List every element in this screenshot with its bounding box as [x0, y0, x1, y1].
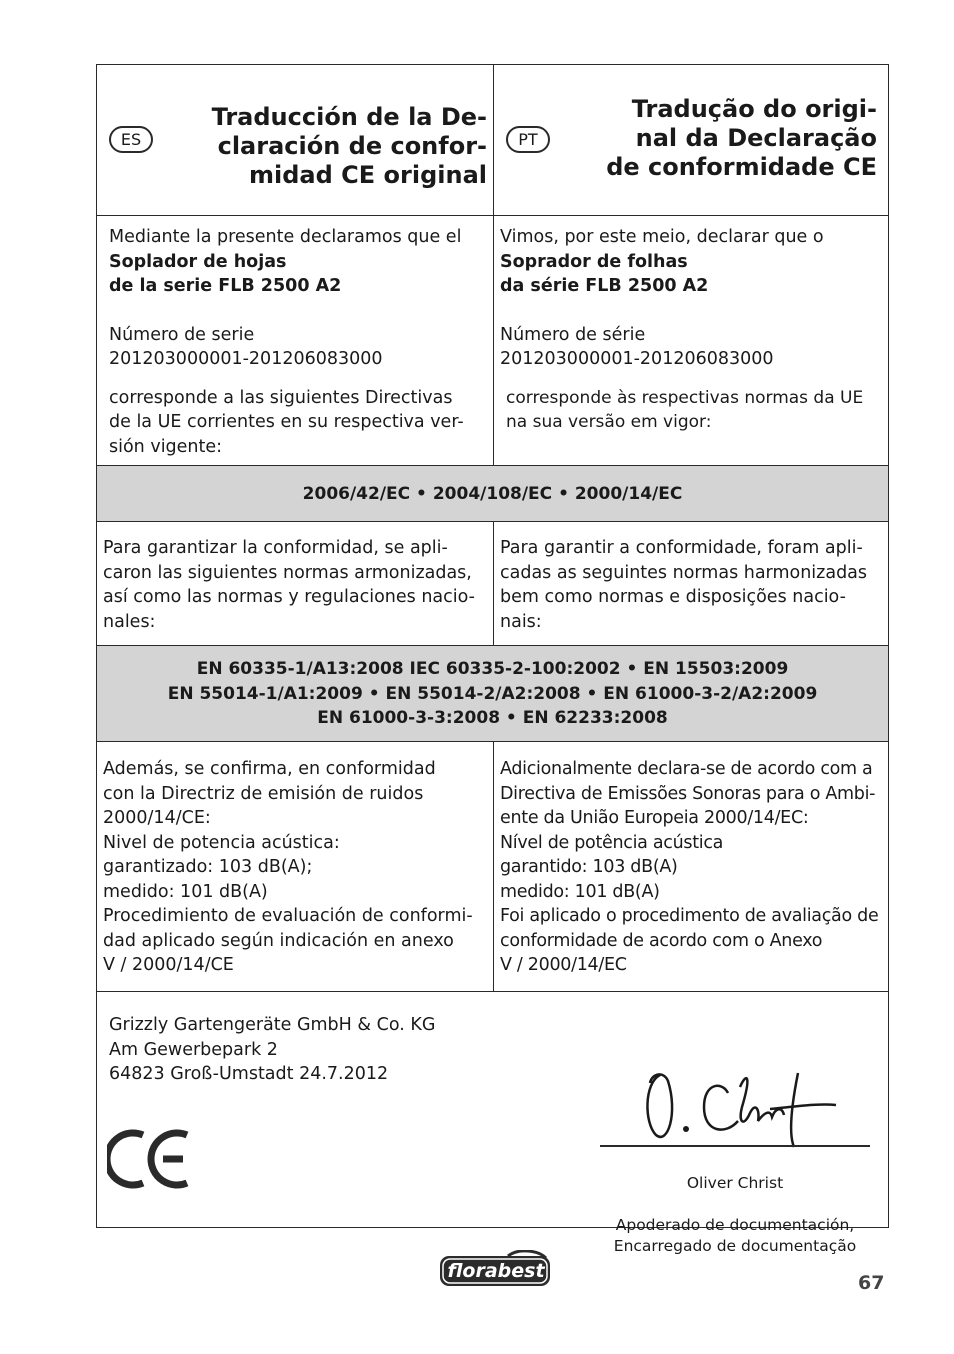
language-badge-es: ES: [109, 126, 153, 153]
product-series-pt: da série FLB 2500 A2: [500, 276, 709, 296]
page-number: 67: [858, 1272, 885, 1294]
intro-line-pt: Vimos, por este meio, declarar que o: [500, 227, 824, 247]
directives-intro-es: corresponde a las siguientes Directivas de la UE corrientes en su respectiva ver- sión vigente:: [109, 387, 464, 457]
product-block-es: [109, 225, 487, 459]
signatory-name: Oliver Christ: [686, 1174, 784, 1192]
signatory-caption: [585, 1152, 885, 1257]
ce-mark-icon: [107, 1125, 193, 1193]
noise-text-pt: Adicionalmente declara-se de acordo com a Directiva de Emissões Sonoras para o Ambi- ente da União Europeia 2000/14/EC: Nível de potência acústica garantido: 103 dB(A) medido: 101 dB(A) Foi aplicado o procedimento de avaliação de conformidade de acordo com o Anexo V / 2000/14/EC: [500, 759, 879, 975]
row-rule: [97, 521, 888, 522]
title-es: Traducción de la De- claración de confor- midad CE original: [211, 103, 487, 189]
noise-section-es: [103, 757, 489, 978]
norms-intro-es: [103, 536, 489, 634]
row-rule: [97, 741, 888, 742]
column-divider: [493, 65, 494, 465]
product-name-pt: Soprador de folhas: [500, 251, 688, 272]
signature-line: [600, 1145, 870, 1147]
product-series-es: de la serie FLB 2500 A2: [109, 276, 342, 296]
signatory-role: Apoderado de documentación, Encarregado de documentação: [613, 1216, 857, 1255]
manufacturer-street: Am Gewerbepark 2: [109, 1039, 278, 1060]
row-rule: [97, 991, 888, 992]
column-divider: [493, 521, 494, 645]
directives-intro-pt: corresponde às respectivas normas da UE na sua versão em vigor:: [506, 387, 864, 432]
column-divider: [493, 742, 494, 991]
brand-name: florabest: [447, 1260, 545, 1282]
directives-list: 2006/42/EC • 2004/108/EC • 2000/14/EC: [302, 484, 683, 504]
row-rule: [97, 215, 888, 216]
intro-line-es: Mediante la presente declaramos que el: [109, 227, 462, 247]
manufacturer-block: [109, 1013, 529, 1087]
product-block-pt: [500, 225, 880, 435]
manufacturer-city-date: 64823 Groß-Umstadt 24.7.2012: [109, 1064, 389, 1084]
noise-section-pt: [500, 757, 886, 978]
declaration-frame: [96, 64, 889, 1255]
standards-list: EN 60335-1/A13:2008 IEC 60335-2-100:2002 • EN 15503:2009 EN 55014-1/A1:2009 • EN 55014-2/A2:2008 • EN 61000-3-2/A2:2009 EN 61000-3-3:2008 • EN 62233:2008: [167, 659, 818, 728]
norms-intro-pt-text: Para garantir a conformidade, foram apli- cadas as seguintes normas harmonizadas bem como normas e disposições nacio- nais:: [500, 538, 868, 632]
language-badge-pt: PT: [506, 126, 550, 153]
serial-label-es: Número de serie: [109, 324, 255, 345]
noise-text-es: Además, se confirma, en conformidad con la Directriz de emisión de ruidos 2000/14/CE: Nivel de potencia acústica: garantizado: 103 dB(A); medido: 101 dB(A) Procedimiento de evaluación de conformi- dad aplicado según indicación en anexo V / 2000/14/CE: [103, 759, 473, 975]
title-pt: Tradução do origi- nal da Declaração de conformidade CE: [606, 95, 877, 181]
manufacturer-name: Grizzly Gartengeräte GmbH & Co. KG: [109, 1015, 436, 1035]
signature-icon: [642, 1063, 842, 1153]
serial-value-pt: 201203000001-201206083000: [500, 349, 774, 369]
product-name-es: Soplador de hojas: [109, 251, 287, 272]
norms-intro-es-text: Para garantizar la conformidad, se apli- caron las siguientes normas armonizadas, así como las normas y regulaciones nacio- nales:: [103, 538, 475, 632]
serial-label-pt: Número de série: [500, 324, 646, 345]
serial-value-es: 201203000001-201206083000: [109, 349, 383, 369]
norms-intro-pt: [500, 536, 884, 634]
